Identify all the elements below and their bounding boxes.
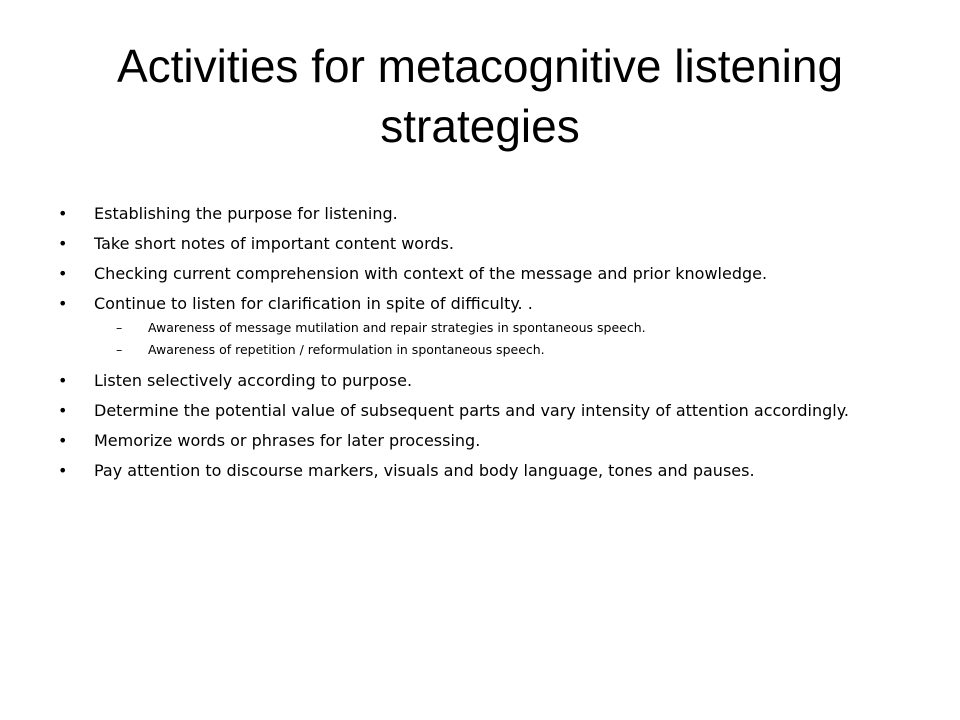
sub-bullet-text: Awareness of message mutilation and repair strategies in spontaneous speech. xyxy=(148,320,646,335)
dash-icon: – xyxy=(116,342,123,357)
bullet-text: Determine the potential value of subsequent parts and vary intensity of attention accordingly. xyxy=(94,401,849,420)
bullet-item xyxy=(58,369,878,393)
bullet-text: Continue to listen for clarification in spite of difficulty. . xyxy=(94,294,533,313)
bullet-item xyxy=(58,232,878,256)
bullet-text: Take short notes of important content words. xyxy=(94,234,454,253)
bullet-text: Listen selectively according to purpose. xyxy=(94,371,413,390)
bullet-icon: • xyxy=(58,371,68,390)
sub-bullet-item xyxy=(106,339,878,361)
bullet-item xyxy=(58,399,878,423)
bullet-text: Pay attention to discourse markers, visuals and body language, tones and pauses. xyxy=(94,461,755,480)
bullet-icon: • xyxy=(58,431,68,450)
bullet-icon: • xyxy=(58,204,68,223)
sub-bullet-list xyxy=(94,317,878,361)
bullet-icon: • xyxy=(58,401,68,420)
slide-title-line-2: strategies xyxy=(380,100,580,152)
bullet-icon: • xyxy=(58,264,68,283)
bullet-list xyxy=(58,202,878,489)
bullet-item xyxy=(58,202,878,226)
bullet-text: Memorize words or phrases for later processing. xyxy=(94,431,481,450)
sub-bullet-text: Awareness of repetition / reformulation in spontaneous speech. xyxy=(148,342,545,357)
bullet-item xyxy=(58,429,878,453)
slide-title xyxy=(48,36,912,156)
sub-bullet-item xyxy=(106,317,878,339)
dash-icon: – xyxy=(116,320,123,335)
bullet-text: Establishing the purpose for listening. xyxy=(94,204,398,223)
bullet-text: Checking current comprehension with context of the message and prior knowledge. xyxy=(94,264,768,283)
bullet-item xyxy=(58,292,878,361)
slide-title-line-1: Activities for metacognitive listening xyxy=(116,40,844,92)
bullet-item xyxy=(58,459,878,483)
bullet-icon: • xyxy=(58,234,68,253)
bullet-icon: • xyxy=(58,294,68,313)
bullet-item xyxy=(58,262,878,286)
bullet-icon: • xyxy=(58,461,68,480)
